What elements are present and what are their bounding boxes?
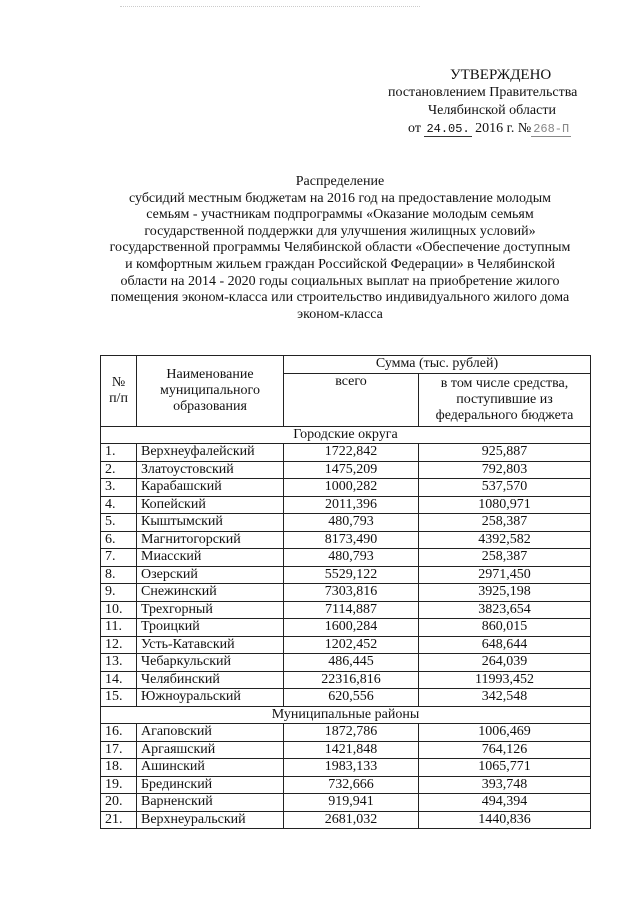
row-number: 10. <box>101 601 137 619</box>
row-federal: 393,748 <box>419 776 591 794</box>
row-number: 12. <box>101 636 137 654</box>
table-row <box>101 566 591 584</box>
row-name: Ашинский <box>137 759 284 777</box>
row-federal: 494,394 <box>419 794 591 812</box>
row-name: Челябинский <box>137 671 284 689</box>
table-row <box>101 741 591 759</box>
row-name: Копейский <box>137 496 284 514</box>
row-name: Аргаяшский <box>137 741 284 759</box>
row-federal: 764,126 <box>419 741 591 759</box>
row-total: 22316,816 <box>284 671 419 689</box>
row-name: Брединский <box>137 776 284 794</box>
row-name: Златоустовский <box>137 461 284 479</box>
header-total: всего <box>284 373 419 426</box>
title-line: государственной поддержки для улучшения жилищных условий» <box>144 223 536 239</box>
table-row <box>101 654 591 672</box>
title-line: области на 2014 - 2020 годы социальных выплат на приобретение жилого <box>120 273 560 289</box>
table-row <box>101 724 591 742</box>
header-sum: Сумма (тыс. рублей) <box>284 356 591 374</box>
row-number: 4. <box>101 496 137 514</box>
row-name: Варненский <box>137 794 284 812</box>
row-total: 7114,887 <box>284 601 419 619</box>
section-row <box>101 426 591 444</box>
row-number: 5. <box>101 514 137 532</box>
title-line: эконом-класса <box>297 306 383 322</box>
date-prefix: от <box>408 121 421 136</box>
title-line: семьям - участникам подпрограммы «Оказание молодым семьям <box>146 207 534 223</box>
row-federal: 342,548 <box>419 689 591 707</box>
row-federal: 258,387 <box>419 549 591 567</box>
row-number: 1. <box>101 444 137 462</box>
row-total: 1202,452 <box>284 636 419 654</box>
table-row <box>101 514 591 532</box>
row-name: Верхнеуфалейский <box>137 444 284 462</box>
section-title: Муниципальные районы <box>101 706 591 724</box>
row-total: 8173,490 <box>284 531 419 549</box>
row-name: Карабашский <box>137 479 284 497</box>
row-name: Миасский <box>137 549 284 567</box>
table-row <box>101 636 591 654</box>
approval-date-line <box>380 120 620 138</box>
table-row <box>101 479 591 497</box>
table-row <box>101 619 591 637</box>
table-row <box>101 549 591 567</box>
row-federal: 1065,771 <box>419 759 591 777</box>
row-total: 1872,786 <box>284 724 419 742</box>
row-federal: 11993,452 <box>419 671 591 689</box>
row-federal: 537,570 <box>419 479 591 497</box>
approval-number: 268-П <box>533 122 570 136</box>
row-number: 20. <box>101 794 137 812</box>
title-line: помещения эконом-класса или строительство индивидуального жилого дома <box>110 290 570 306</box>
title-line: и комфортным жильем граждан Российской Федерации» в Челябинской <box>125 256 555 272</box>
row-total: 919,941 <box>284 794 419 812</box>
row-federal: 648,644 <box>419 636 591 654</box>
table-row <box>101 531 591 549</box>
row-federal: 925,887 <box>419 444 591 462</box>
row-name: Агаповский <box>137 724 284 742</box>
table-row <box>101 689 591 707</box>
approval-year: 2016 г. № <box>475 121 532 136</box>
table-row <box>101 496 591 514</box>
row-federal: 1006,469 <box>419 724 591 742</box>
row-total: 1983,133 <box>284 759 419 777</box>
row-total: 732,666 <box>284 776 419 794</box>
title-line: Распределение <box>295 174 385 189</box>
row-name: Южноуральский <box>137 689 284 707</box>
row-number: 18. <box>101 759 137 777</box>
section-title: Городские округа <box>101 426 591 444</box>
row-total: 7303,816 <box>284 584 419 602</box>
row-federal: 264,039 <box>419 654 591 672</box>
header-name: Наименование муниципального образования <box>137 356 284 427</box>
approval-heading: УТВЕРЖДЕНО <box>450 67 552 83</box>
table-row <box>101 759 591 777</box>
table-row <box>101 671 591 689</box>
title-line: государственной программы Челябинской области «Обеспечение доступным <box>109 240 571 256</box>
row-total: 486,445 <box>284 654 419 672</box>
approval-line: постановлением Правительства <box>388 85 578 100</box>
scan-artifact <box>120 6 420 9</box>
row-total: 5529,122 <box>284 566 419 584</box>
subsidy-table <box>100 355 591 829</box>
table-row <box>101 601 591 619</box>
row-total: 1475,209 <box>284 461 419 479</box>
row-number: 9. <box>101 584 137 602</box>
row-number: 3. <box>101 479 137 497</box>
row-total: 2011,396 <box>284 496 419 514</box>
row-federal: 860,015 <box>419 619 591 637</box>
row-name: Снежинский <box>137 584 284 602</box>
row-number: 14. <box>101 671 137 689</box>
row-federal: 792,803 <box>419 461 591 479</box>
table-row <box>101 461 591 479</box>
row-number: 11. <box>101 619 137 637</box>
table-row <box>101 811 591 829</box>
row-total: 1600,284 <box>284 619 419 637</box>
title-line: субсидий местным бюджетам на 2016 год на предоставление молодым <box>128 190 552 206</box>
row-name: Кыштымский <box>137 514 284 532</box>
approval-block <box>380 66 620 138</box>
row-number: 2. <box>101 461 137 479</box>
row-total: 620,556 <box>284 689 419 707</box>
row-name: Озерский <box>137 566 284 584</box>
row-total: 2681,032 <box>284 811 419 829</box>
table-row <box>101 794 591 812</box>
row-federal: 1440,836 <box>419 811 591 829</box>
row-number: 15. <box>101 689 137 707</box>
header-federal: в том числе средства, поступившие из федерального бюджета <box>419 373 591 426</box>
section-row <box>101 706 591 724</box>
row-federal: 3823,654 <box>419 601 591 619</box>
row-number: 6. <box>101 531 137 549</box>
table-row <box>101 444 591 462</box>
row-total: 1722,842 <box>284 444 419 462</box>
table-row <box>101 776 591 794</box>
row-name: Троицкий <box>137 619 284 637</box>
row-name: Магнитогорский <box>137 531 284 549</box>
approval-line: Челябинской области <box>428 103 556 118</box>
row-total: 480,793 <box>284 514 419 532</box>
row-total: 1000,282 <box>284 479 419 497</box>
row-federal: 2971,450 <box>419 566 591 584</box>
row-total: 1421,848 <box>284 741 419 759</box>
row-name: Усть-Катавский <box>137 636 284 654</box>
row-federal: 258,387 <box>419 514 591 532</box>
row-federal: 1080,971 <box>419 496 591 514</box>
row-name: Трехгорный <box>137 601 284 619</box>
row-number: 21. <box>101 811 137 829</box>
row-number: 7. <box>101 549 137 567</box>
table-row <box>101 584 591 602</box>
row-federal: 4392,582 <box>419 531 591 549</box>
row-federal: 3925,198 <box>419 584 591 602</box>
row-total: 480,793 <box>284 549 419 567</box>
row-number: 8. <box>101 566 137 584</box>
row-number: 16. <box>101 724 137 742</box>
row-number: 17. <box>101 741 137 759</box>
header-number: № п/п <box>101 356 137 427</box>
row-number: 19. <box>101 776 137 794</box>
document-title <box>90 174 590 323</box>
row-name: Верхнеуральский <box>137 811 284 829</box>
approval-date: 24.05. <box>426 122 470 136</box>
row-number: 13. <box>101 654 137 672</box>
row-name: Чебаркульский <box>137 654 284 672</box>
